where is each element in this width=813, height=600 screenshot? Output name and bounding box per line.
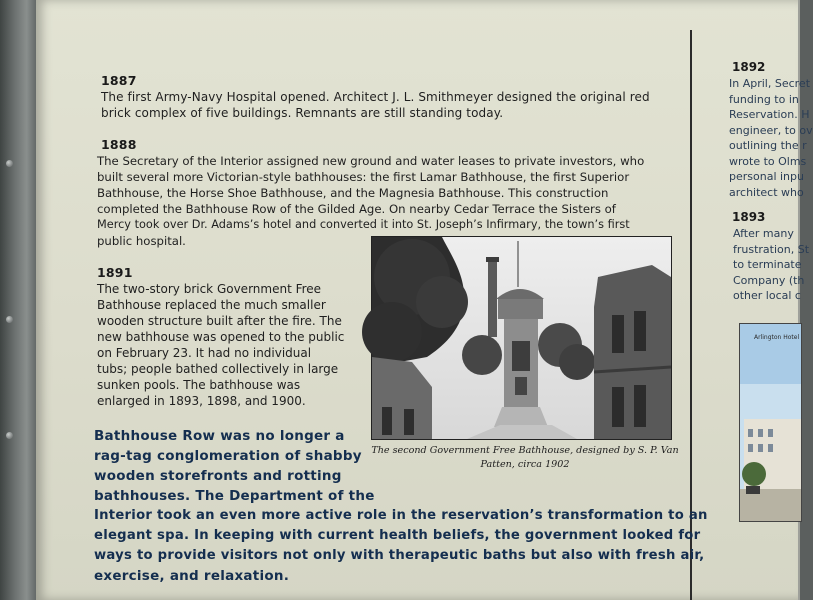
text-line: The Secretary of the Interior assigned new ground and water leases to private investors, who: [97, 154, 645, 168]
paragraph-1887: [101, 89, 671, 121]
arlington-hotel-postcard: [739, 323, 802, 522]
text-line: sunken pools. The bathhouse was: [97, 378, 301, 392]
text-line: architect who: [729, 185, 804, 199]
summary-line: exercise, and relaxation.: [94, 568, 290, 584]
text-line: The first Army-Navy Hospital opened. Architect J. L. Smithmeyer designed the original red: [101, 90, 650, 104]
summary-line: bathhouses. The Department of the: [94, 488, 375, 504]
text-line: on February 23. It had no individual: [97, 346, 312, 360]
text-line: Reservation. H: [729, 108, 810, 121]
bathhouse-row-summary: [94, 426, 708, 586]
text-line: In April, Secret: [729, 77, 811, 90]
summary-line: rag-tag conglomeration of shabby: [94, 448, 362, 464]
year-heading-1893: 1893: [732, 210, 766, 224]
postcard-illustration: [740, 324, 801, 521]
text-line: After many: [733, 227, 794, 240]
summary-line: Bathhouse Row was no longer a: [94, 428, 345, 444]
bathhouse-photo-illustration: [372, 237, 671, 439]
text-line: The two-story brick Government Free: [97, 282, 322, 296]
text-line: funding to in: [729, 92, 799, 106]
text-line: to terminate: [733, 258, 802, 271]
text-line: engineer, to ov: [729, 123, 813, 137]
text-line: tubs; people bathed collectively in large: [97, 362, 339, 376]
summary-line: Interior took an even more active role in the reservation’s transformation to an: [94, 508, 708, 523]
paragraph-1892: [729, 76, 813, 200]
summary-line: elegant spa. In keeping with current health beliefs, the government looked for: [94, 528, 701, 543]
text-line: Company (th: [733, 273, 805, 287]
caption-line: The second Government Free Bathhouse, designed by S. P. Van: [371, 445, 679, 456]
text-line: personal inpu: [729, 170, 804, 183]
text-line: new bathhouse was opened to the public: [97, 330, 345, 344]
text-line: wooden structure built after the fire. The: [97, 314, 342, 328]
paragraph-1893: [733, 226, 810, 304]
text-line: built several more Victorian-style bathhouses: the first Lamar Bathhouse, the first Superior: [97, 170, 630, 184]
summary-line: wooden storefronts and rotting: [94, 468, 342, 484]
summary-line: ways to provide visitors not only with therapeutic baths but also with fresh air,: [94, 548, 705, 563]
postcard-title: Arlington Hotel: [754, 334, 800, 341]
text-line: enlarged in 1893, 1898, and 1900.: [97, 394, 306, 408]
text-line: Bathhouse, the Horse Shoe Bathhouse, and the Magnesia Bathhouse. This construction: [97, 186, 609, 200]
text-line: Bathhouse replaced the much smaller: [97, 298, 326, 312]
frame-screw: [6, 160, 13, 167]
paragraph-1888: [97, 153, 677, 249]
sign-frame-left: [0, 0, 38, 600]
text-line: outlining the r: [729, 139, 807, 152]
text-line: wrote to Olms: [729, 154, 807, 168]
year-heading-1892: 1892: [732, 60, 766, 74]
historic-bathhouse-photo: [371, 236, 672, 440]
year-heading-1887: 1887: [101, 73, 137, 88]
year-heading-1888: 1888: [101, 137, 137, 152]
text-line: frustration, St: [733, 242, 810, 256]
text-line: brick complex of five buildings. Remnants are still standing today.: [101, 106, 504, 120]
text-line: Mercy took over Dr. Adams’s hotel and converted it into St. Joseph’s Infirmary, the town’s first: [97, 218, 630, 231]
frame-screw: [6, 432, 13, 439]
text-line: other local c: [733, 289, 801, 302]
paragraph-1891: [97, 281, 362, 409]
text-line: public hospital.: [97, 234, 186, 248]
text-line: completed the Bathhouse Row of the Gilded Age. On nearby Cedar Terrace the Sisters of: [97, 202, 616, 216]
caption-line: Patten, circa 1902: [480, 459, 570, 470]
frame-screw: [6, 316, 13, 323]
year-heading-1891: 1891: [97, 265, 133, 280]
